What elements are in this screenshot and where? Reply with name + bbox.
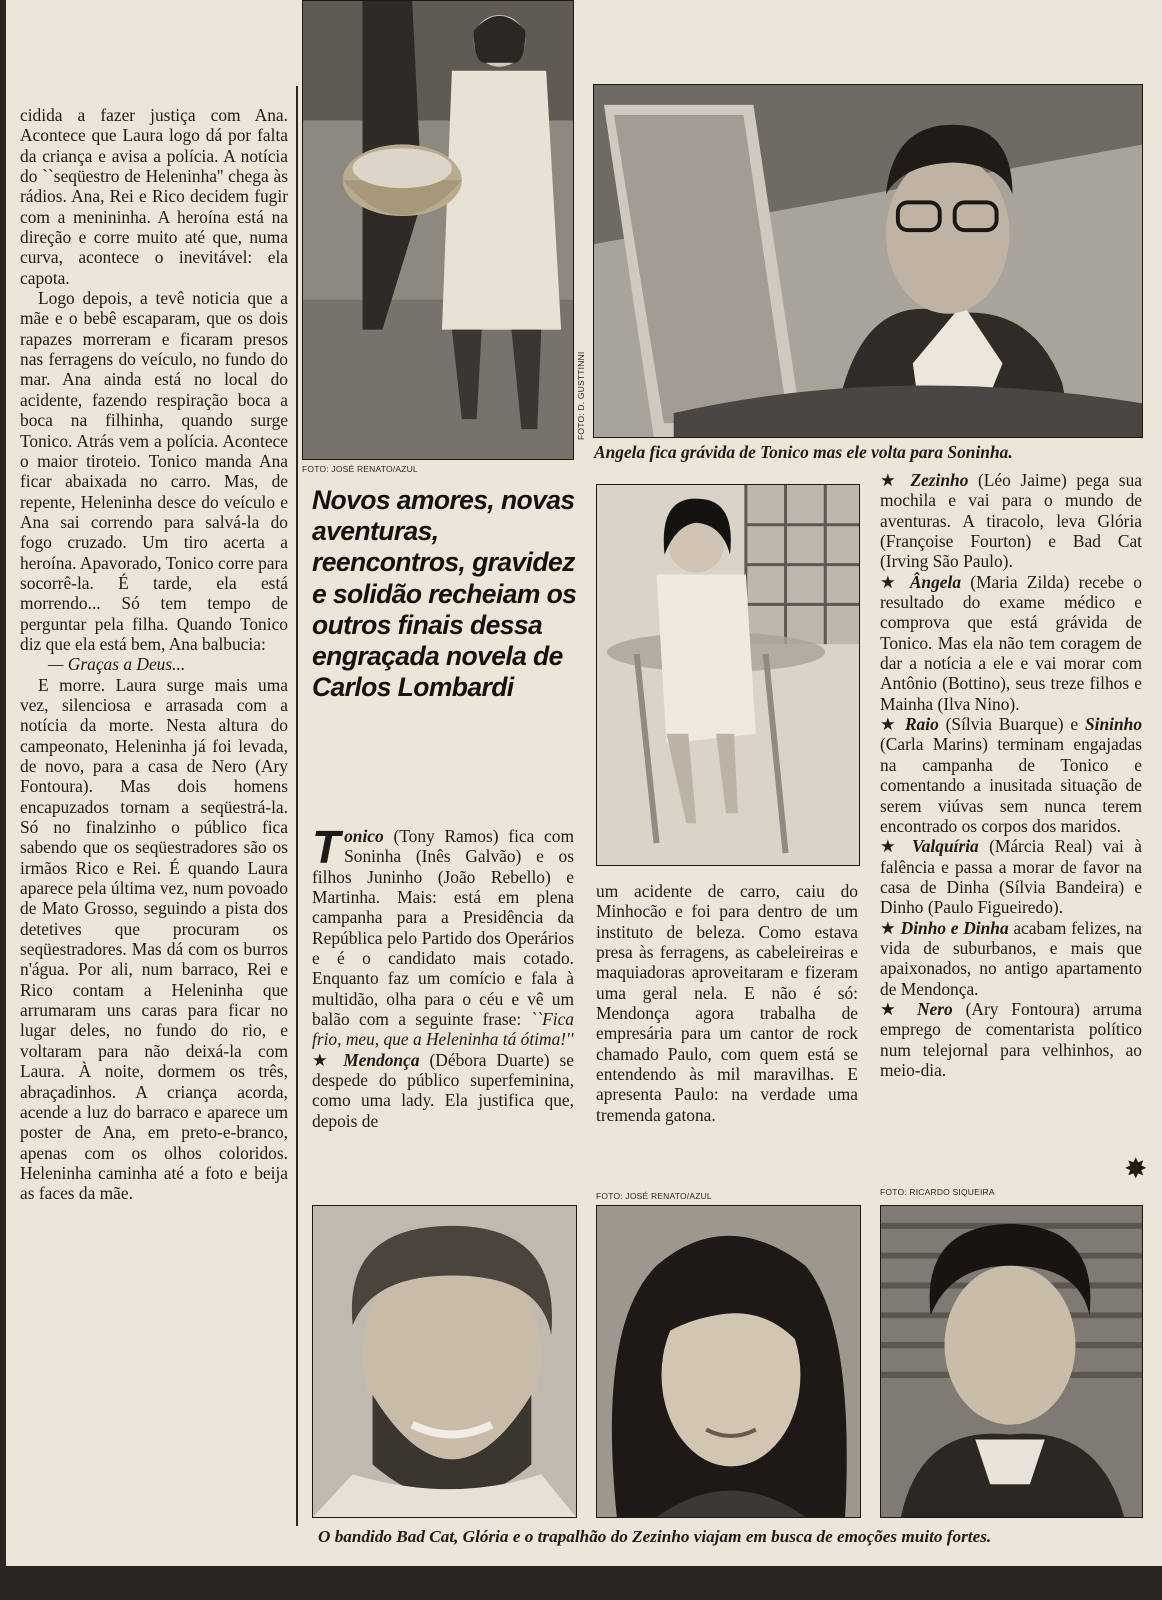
article-column-3 bbox=[596, 881, 858, 1125]
name-sininho: Sininho bbox=[1084, 714, 1143, 735]
caption-top-right: Angela fica grávida de Tonico mas ele volta para Soninha. bbox=[594, 442, 1013, 462]
article-column-1 bbox=[20, 105, 288, 1204]
star-icon: ★ bbox=[880, 998, 905, 1019]
photo-man-in-car bbox=[593, 84, 1143, 438]
name-zezinho: Zezinho bbox=[910, 470, 969, 490]
photo-credit-4: FOTO: RICARDO SIQUEIRA bbox=[880, 1187, 995, 1197]
headline: Novos amores, novas aventuras, reencontros, gravidez e solidão recheiam os outros finais dessa engraçada novela de Carlos Lombardi bbox=[312, 485, 577, 703]
column3-paragraph-1: um acidente de carro, caiu do Minhocão e foi para dentro de um instituto de beleza. Como estava presa às ferragens, as cabeleireiras e maquiadoras aproveitaram e fizeram uma geral nela. E não é só: Mendonça agora trabalha de empresária para um cantor de rock chamado Paulo, com quem está se entendendo às mil maravilhas. E apresenta Paulo: na verdade uma tremenda gatona. bbox=[596, 881, 858, 1125]
photo-zezinho-illustration bbox=[881, 1206, 1142, 1517]
photo-man-in-car-illustration bbox=[594, 85, 1142, 437]
caption-bottom: O bandido Bad Cat, Glória e o trapalhão do Zezinho viajam em busca de emoções muito fortes. bbox=[318, 1527, 992, 1546]
end-mark-icon: ✸ bbox=[1124, 1154, 1148, 1185]
list-item bbox=[880, 470, 1142, 572]
list-item-text: acabam felizes, na vida de suburbanos, e mais que apaixonados, no antigo apartamento de Mendonça. bbox=[880, 917, 1142, 999]
column2-quote: ``Fica frio, meu, que a Heleninha tá ótima!'' bbox=[312, 1009, 574, 1050]
photo-credit-2: FOTO: D. GUSTTINNI bbox=[576, 351, 586, 440]
column1-quote: — Graças a Deus... bbox=[48, 654, 186, 675]
star-icon: ★ bbox=[880, 836, 902, 857]
name-raio: Raio bbox=[904, 714, 939, 735]
column2-paragraph-1 bbox=[312, 821, 574, 1050]
star-icon: ★ bbox=[880, 714, 899, 735]
name-dinho-e-dinha: Dinho e Dinha bbox=[900, 917, 1009, 938]
article-column-4 bbox=[880, 470, 1142, 1080]
column2-text-2: (Débora Duarte) se despede do público superfeminina, como uma lady. Ela justifica que, depois de bbox=[312, 1049, 574, 1131]
star-icon: ★ bbox=[312, 1049, 334, 1070]
photo-gloria-illustration bbox=[597, 1206, 860, 1517]
list-item bbox=[880, 918, 1142, 999]
column1-paragraph-3: E morre. Laura surge mais uma vez, silenciosa e arrasada com a notícia da morte. Nesta altura do campeonato, Heleninha já foi levada, de novo, para a casa de Nero (Ary Fontoura). Mas dois homens encapuzados tornam a seqüestrá-la. Só no finalzinho o público fica sabendo que os seqüestradores são os irmãos Rico e Rei. É quando Laura aparece pela última vez, num povoado de Mato Grosso, seguindo a pista dos detetives que procuram os seqüestradores. Mas dá com os burros n'água. Por ali, num barraco, Rei e Rico contam a Heleninha que arrumaram uns caras para ficar no lugar deles, no fundo do rio, e voltaram para não deixá-la com Laura. À noite, dormem os três, abraçadinhos. A criança acorda, acende a luz do barraco e aparece um poster de Ana, em preto-e-branco, apenas com os olhos coloridos. Heleninha caminha até a foto e beija as faces da mãe. bbox=[20, 674, 288, 1204]
list-item bbox=[880, 714, 1142, 836]
photo-woman-seated-illustration bbox=[597, 485, 859, 865]
photo-woman-with-basket-illustration bbox=[303, 1, 573, 459]
photo-woman-with-basket bbox=[302, 0, 574, 460]
photo-credit-3: FOTO: JOSÉ RENATO/AZUL bbox=[596, 1191, 712, 1201]
column2-text-1: (Tony Ramos) fica com Soninha (Inês Galvão) e os filhos Juninho (João Rebello) e Martinha. Mais: está em plena campanha para a Presidência da República pelo Partido dos Operários e é o candidato mais cotado. Enquanto faz um comício e fala à multidão, olha para o céu e vê um balão com a seguinte frase: bbox=[312, 826, 574, 1030]
photo-woman-seated bbox=[596, 484, 860, 866]
column1-paragraph-1: cidida a fazer justiça com Ana. Acontece que Laura logo dá por falta da criança e avisa a polícia. A notícia do ``seqüestro de Heleninha'' chega às rádios. Ana, Rei e Rico decidem fugir com a menininha. A heroína está na direção e corre muito até que, numa curva, acontece o inevitável: ela capota. bbox=[20, 105, 288, 288]
list-item bbox=[880, 999, 1142, 1080]
list-item-text: (Ary Fontoura) arruma emprego de comentarista político num telejornal para velhinhos, ao meio-dia. bbox=[880, 998, 1142, 1080]
star-icon: ★ bbox=[880, 917, 896, 938]
photo-bad-cat bbox=[312, 1205, 577, 1518]
photo-zezinho bbox=[880, 1205, 1143, 1518]
column1-paragraph-2: Logo depois, a tevê noticia que a mãe e o bebê escaparam, que os dois rapazes morreram e ficaram presos nas ferragens do veículo, no fundo do mar. Ana ainda está no local do acidente, fazendo respiração boca a boca na filhinha, quando surge Tonico. Atrás vem a polícia. Acontece o maior tiroteio. Tonico manda Ana ficar abaixada no carro. Mas, de repente, Heleninha desce do veículo e Ana sai correndo para salvá-la do fogo cruzado. Um tiro acerta a heroína. Apavorado, Tonico corre para socorrê-la. É tarde, ela está morrendo... Só tem tempo de perguntar pela filha. Quando Tonico diz que ela está bem, Ana balbucia: bbox=[20, 288, 288, 654]
list-item-text: (Carla Marins) terminam engajadas na campanha de Tonico e comentando a inusitada situação de serem viúvas sem nunca terem encontrado os corpos dos maridos. bbox=[880, 734, 1142, 836]
name-tonico: onico bbox=[344, 826, 384, 846]
page-edge-left bbox=[0, 0, 6, 1600]
name-nero: Nero bbox=[916, 998, 953, 1019]
name-angela: Ângela bbox=[909, 571, 962, 592]
photo-credit-1: FOTO: JOSÉ RENATO/AZUL bbox=[302, 464, 418, 474]
column2-paragraph-2 bbox=[312, 1050, 574, 1131]
star-icon: ★ bbox=[880, 571, 901, 592]
list-item bbox=[880, 572, 1142, 714]
dropcap: T bbox=[312, 821, 341, 873]
name-mendonca: Mendonça bbox=[343, 1049, 420, 1070]
list-item-text: (Sílvia Buarque) e bbox=[938, 714, 1085, 735]
name-valquiria: Valquíria bbox=[912, 836, 979, 857]
list-item-text: (Maria Zilda) recebe o resultado do exame médico e comprova que está grávida de Tonico. Mas ela não tem coragem de dar a notícia a ele e vai morar com Antônio (Bottino), seus treze filhos e Mainha (Ilva Nino). bbox=[880, 571, 1142, 714]
article-column-2 bbox=[312, 821, 574, 1131]
photo-gloria bbox=[596, 1205, 861, 1518]
star-icon: ★ bbox=[880, 470, 901, 490]
column-rule-left bbox=[296, 86, 298, 1526]
list-item-text: (Léo Jaime) pega sua mochila e vai para o mundo de aventuras. A tiracolo, leva Glória (Françoise Fourton) e Bad Cat (Irving São Paulo). bbox=[880, 470, 1142, 572]
page-edge-bottom bbox=[0, 1566, 1162, 1600]
list-item-text: (Márcia Real) vai à falência e passa a morar de favor na casa de Dinha (Sílvia Bandeira) e Dinho (Paulo Figueiredo). bbox=[880, 836, 1142, 918]
photo-bad-cat-illustration bbox=[313, 1206, 576, 1517]
list-item bbox=[880, 836, 1142, 917]
